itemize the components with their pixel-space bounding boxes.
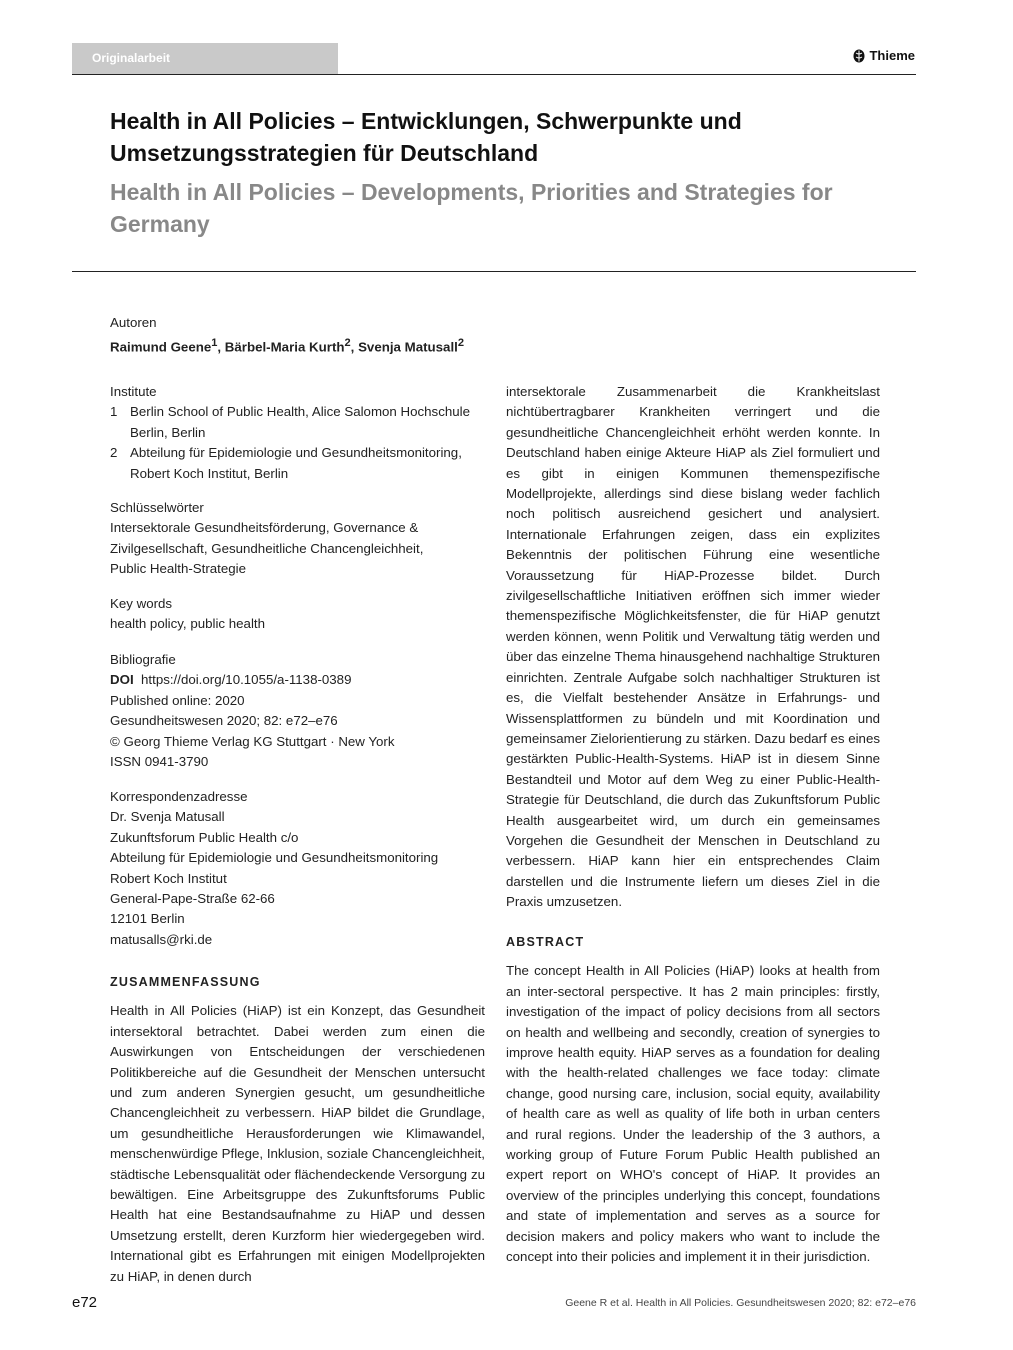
correspondence-block: [110, 787, 485, 950]
correspondence-line: Dr. Svenja Matusall: [110, 809, 225, 825]
published-date: Published online: 2020: [110, 692, 245, 708]
page-number: e72: [72, 1294, 98, 1311]
zusammenfassung-text-left: Health in All Policies (HiAP) ist ein Konzept, das Gesundheit intersektoral betrachtet. Dabei werden zum einen die Auswirkungen von Entscheidungen der verschiedenen Politikbereiche auf die Gesundheit der Menschen untersucht und zum anderen Synergien gesucht, um gesundheitliche Chancengleichheit zu verbessern. HiAP bildet die Grundlage, um gesundheitliche Herausforderungen wie Klimawandel, menschenwürdige Pflege, Inklusion, soziale Chancengleichheit, städtische Lebensqualität oder flächendeckende Versorgung zu bewältigen. Eine Arbeitsgruppe des Zukunftsforums Public Health hat eine Bestandsaufnahme zu HiAP und dessen Umsetzung erstellt, deren Kurzform hier wiedergegeben wird. International gibt es Erfahrungen mit einigen Modellprojekten zu HiAP, in denen durch: [110, 1003, 485, 1284]
bibliography-label: Bibliografie: [110, 652, 176, 667]
keywords-en-label: Key words: [110, 596, 173, 611]
authors-label: Autoren: [110, 315, 157, 330]
publisher-name: Thieme: [869, 48, 915, 63]
abstract-text: The concept Health in All Policies (HiAP) looks at health from an inter-sectoral perspective. It has 2 main principles: firstly, investigation of the impact of policy decisions from all sectors on health and wellbeing and secondly, creation of synergies to improve health equity. HiAP serves as a foundation for dealing with the health-related challenges we face today: climate change, good nursing care, inclusion, social equity, availability of health care as well as quality of life both in urban centers and rural regions. Under the leadership of the 3 authors, a working group of Future Forum Public Health published an expert report on WHO's concept of HiAP. It provides an overview of the principles underlying this concept, foundations and state of implementation and serves as a source for decision makers and policy makers who want to include the concept into their policies and implement it in their jurisdiction.: [506, 963, 880, 1265]
keywords-en-block: [110, 594, 485, 635]
zusammenfassung-continued: [506, 382, 880, 913]
bibliography-block: [110, 650, 485, 772]
author-name: Raimund Geene: [110, 339, 212, 355]
doi-label: DOI: [110, 672, 134, 688]
institute-item: [110, 402, 485, 443]
author-affiliation: 2: [457, 337, 464, 350]
correspondence-email[interactable]: matusalls@rki.de: [110, 931, 213, 947]
correspondence-line: Robert Koch Institut: [110, 870, 227, 886]
correspondence-line: Abteilung für Epidemiologie und Gesundheitsmonitoring: [110, 850, 439, 866]
title-rule: [72, 271, 916, 272]
doi-line: [110, 670, 485, 690]
institute-item: [110, 443, 485, 484]
keywords-de-text: Intersektorale Gesundheitsförderung, Governance & Zivilgesellschaft, Gesundheitliche Chancengleichheit, Public Health-Strategie: [110, 520, 424, 577]
zusammenfassung-block: [110, 972, 485, 1287]
zusammenfassung-heading: ZUSAMMENFASSUNG: [110, 975, 261, 989]
header-rule: [72, 74, 916, 75]
zusammenfassung-text-right: intersektorale Zusammenarbeit die Krankheitslast nichtübertragbarer Krankheiten verringert und die gesundheitliche Chancengleichheit erhöht werden konnte. In Deutschland haben einige Akteure HiAP als Ziel formuliert und es gibt in einigen Kommunen themenspezifische Modellprojekte, allerdings sind diese bislang weder fachlich noch politisch ausreichend gesichert und analysiert. Internationale Erfahrungen zeigen, dass ein explizites Bekenntnis der politischen Führung eine wesentliche Voraussetzung für HiAP-Prozesse bildet. Durch zivilgesellschaftliche Initiativen eröffnen sich immer wieder themenspezifische Möglichkeitsfenster, die für HiAP genutzt werden können, wenn Politik und Verwaltung tätig werden und über das einzelne Thema hinausgehend nachhaltige Strukturen einrichten. Zentrale Aufgabe solch nachhaltiger Strukturen ist es, die Vielfalt bestehender Ansätze in Erfahrungs- und Wissensplattformen zu bündeln und mit Koordination und gemeinsamer Zielorientierung zu stärken. Dazu bedarf es eines gestärkten Public-Health-Systems. HiAP ist in diesem Sinne Bestandteil und Motor auf dem Weg zu einer Public-Health-Strategie für Deutschland, die durch das Zukunftsforum Public Health ausgearbeitet wird, um durch ein gemeinsames Vorgehen die Gesundheit der Menschen in Deutschland zu verbessern. HiAP kann hier ein entsprechendes Claim darstellen und die Instrumente liefern um dieses Ziel in die Praxis umzusetzen.: [506, 384, 880, 910]
issn: ISSN 0941-3790: [110, 754, 209, 770]
institutes-block: [110, 382, 485, 484]
keywords-de-block: [110, 498, 450, 580]
keywords-de-label: Schlüsselwörter: [110, 500, 204, 515]
correspondence-line: 12101 Berlin: [110, 911, 185, 927]
title-english: Health in All Policies – Developments, Priorities and Strategies for Germany: [110, 179, 833, 237]
institute-number: 1: [110, 404, 118, 420]
keywords-en-text: health policy, public health: [110, 616, 265, 632]
title-german: Health in All Policies – Entwicklungen, Schwerpunkte und Umsetzungsstrategien für Deutschland: [110, 108, 742, 166]
doi-link[interactable]: https://doi.org/10.1055/a-1138-0389: [141, 672, 352, 688]
copyright: © Georg Thieme Verlag KG Stuttgart · New York: [110, 733, 395, 749]
author-name: Svenja Matusall: [358, 339, 458, 355]
abstract-block: [506, 932, 880, 1268]
correspondence-line: General-Pape-Straße 62-66: [110, 891, 275, 907]
article-type-tab: Originalarbeit: [72, 43, 338, 74]
institute-text: Abteilung für Epidemiologie und Gesundheitsmonitoring, Robert Koch Institut, Berlin: [130, 445, 462, 481]
thieme-emblem-icon: [853, 49, 865, 63]
correspondence-label: Korrespondenzadresse: [110, 789, 248, 804]
institute-text: Berlin School of Public Health, Alice Salomon Hochschule Berlin, Berlin: [130, 404, 470, 440]
author-affiliation: 1: [211, 337, 218, 350]
authors-list: Raimund Geene$^1$, Bärbel-Maria Kurth$^2$, Svenja Matusall$^2$: [110, 337, 464, 355]
author-name: Bärbel-Maria Kurth: [224, 339, 345, 355]
journal-citation: Gesundheitswesen 2020; 82: e72–e76: [110, 713, 338, 729]
publisher-logo: [853, 48, 915, 63]
footer-citation: Geene R et al. Health in All Policies. Gesundheitswesen 2020; 82: e72–e76: [565, 1297, 916, 1309]
institutes-label: Institute: [110, 384, 157, 399]
authors-block: [110, 313, 485, 358]
institute-number: 2: [110, 445, 118, 461]
author-affiliation: 2: [344, 337, 351, 350]
correspondence-line: Zukunftsforum Public Health c/o: [110, 829, 299, 845]
abstract-heading: ABSTRACT: [506, 935, 585, 949]
